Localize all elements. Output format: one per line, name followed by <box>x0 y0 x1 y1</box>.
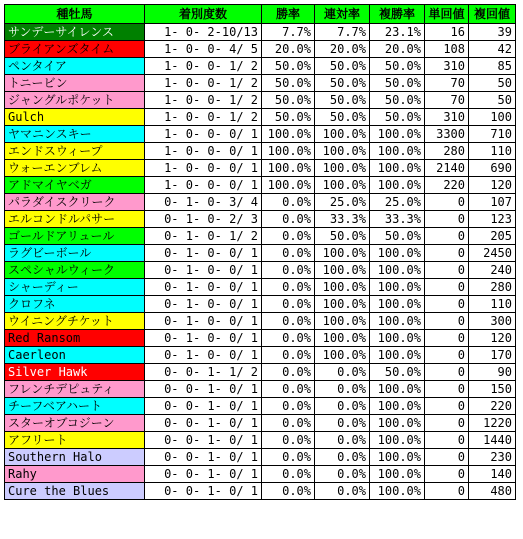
show-return-cell: 480 <box>469 483 516 500</box>
table-row <box>5 262 516 279</box>
quinella-rate-cell: 33.3% <box>315 211 370 228</box>
table-row <box>5 245 516 262</box>
sire-name-cell: エンドスウィープ <box>5 143 145 160</box>
win-rate-cell: 0.0% <box>262 381 315 398</box>
show-return-cell: 1220 <box>469 415 516 432</box>
quinella-rate-cell: 0.0% <box>315 449 370 466</box>
win-return-cell: 0 <box>425 279 469 296</box>
sire-name-cell: ラグビーボール <box>5 245 145 262</box>
sire-name-cell: ゴールドアリュール <box>5 228 145 245</box>
table-row <box>5 143 516 160</box>
win-rate-cell: 50.0% <box>262 58 315 75</box>
table-row <box>5 24 516 41</box>
record-cell: 0- 0- 1- 0/ 1 <box>145 415 262 432</box>
show-return-cell: 240 <box>469 262 516 279</box>
table-row <box>5 398 516 415</box>
record-cell: 0- 1- 0- 1/ 2 <box>145 228 262 245</box>
show-rate-cell: 50.0% <box>370 58 425 75</box>
table-row <box>5 211 516 228</box>
quinella-rate-cell: 0.0% <box>315 483 370 500</box>
quinella-rate-cell: 50.0% <box>315 228 370 245</box>
win-return-cell: 0 <box>425 296 469 313</box>
quinella-rate-cell: 100.0% <box>315 279 370 296</box>
record-cell: 0- 0- 1- 0/ 1 <box>145 398 262 415</box>
win-rate-cell: 0.0% <box>262 449 315 466</box>
show-rate-cell: 50.0% <box>370 364 425 381</box>
sire-name-cell: トニービン <box>5 75 145 92</box>
win-rate-cell: 50.0% <box>262 75 315 92</box>
win-rate-cell: 0.0% <box>262 415 315 432</box>
table-row <box>5 194 516 211</box>
table-row <box>5 347 516 364</box>
table-row <box>5 58 516 75</box>
quinella-rate-cell: 100.0% <box>315 296 370 313</box>
show-rate-cell: 50.0% <box>370 109 425 126</box>
win-return-cell: 0 <box>425 381 469 398</box>
win-return-cell: 2140 <box>425 160 469 177</box>
win-rate-cell: 7.7% <box>262 24 315 41</box>
win-rate-cell: 0.0% <box>262 364 315 381</box>
sire-name-cell: エルコンドルパサー <box>5 211 145 228</box>
win-rate-cell: 0.0% <box>262 330 315 347</box>
show-rate-cell: 100.0% <box>370 177 425 194</box>
quinella-rate-cell: 100.0% <box>315 126 370 143</box>
table-row <box>5 330 516 347</box>
win-rate-cell: 0.0% <box>262 347 315 364</box>
record-cell: 1- 0- 0- 1/ 2 <box>145 58 262 75</box>
show-return-cell: 280 <box>469 279 516 296</box>
win-rate-cell: 100.0% <box>262 126 315 143</box>
quinella-rate-cell: 100.0% <box>315 347 370 364</box>
show-return-cell: 150 <box>469 381 516 398</box>
record-cell: 0- 1- 0- 2/ 3 <box>145 211 262 228</box>
show-rate-cell: 100.0% <box>370 143 425 160</box>
record-cell: 0- 1- 0- 0/ 1 <box>145 347 262 364</box>
quinella-rate-cell: 0.0% <box>315 466 370 483</box>
record-cell: 1- 0- 0- 1/ 2 <box>145 92 262 109</box>
show-return-cell: 100 <box>469 109 516 126</box>
show-rate-cell: 100.0% <box>370 262 425 279</box>
sire-name-cell: フレンチデピュティ <box>5 381 145 398</box>
table-row <box>5 313 516 330</box>
show-return-cell: 110 <box>469 143 516 160</box>
sire-name-cell: クロフネ <box>5 296 145 313</box>
show-rate-cell: 100.0% <box>370 466 425 483</box>
table-row <box>5 466 516 483</box>
table-row <box>5 415 516 432</box>
win-return-cell: 0 <box>425 211 469 228</box>
show-return-cell: 50 <box>469 92 516 109</box>
record-cell: 0- 1- 0- 0/ 1 <box>145 245 262 262</box>
win-return-cell: 0 <box>425 483 469 500</box>
win-rate-cell: 0.0% <box>262 313 315 330</box>
show-return-cell: 690 <box>469 160 516 177</box>
sire-name-cell: アフリート <box>5 432 145 449</box>
win-rate-cell: 0.0% <box>262 296 315 313</box>
quinella-rate-cell: 100.0% <box>315 143 370 160</box>
record-cell: 0- 1- 0- 0/ 1 <box>145 262 262 279</box>
win-return-cell: 220 <box>425 177 469 194</box>
record-cell: 0- 1- 0- 0/ 1 <box>145 330 262 347</box>
header-win-rate: 勝率 <box>262 5 315 24</box>
table-row <box>5 296 516 313</box>
table-row <box>5 160 516 177</box>
show-rate-cell: 100.0% <box>370 330 425 347</box>
show-rate-cell: 100.0% <box>370 313 425 330</box>
table-row <box>5 279 516 296</box>
show-return-cell: 220 <box>469 398 516 415</box>
win-rate-cell: 0.0% <box>262 245 315 262</box>
win-rate-cell: 0.0% <box>262 211 315 228</box>
show-return-cell: 107 <box>469 194 516 211</box>
sire-stats-table <box>4 4 516 500</box>
show-rate-cell: 25.0% <box>370 194 425 211</box>
sire-name-cell: シャーディー <box>5 279 145 296</box>
quinella-rate-cell: 0.0% <box>315 381 370 398</box>
show-rate-cell: 100.0% <box>370 279 425 296</box>
win-return-cell: 0 <box>425 262 469 279</box>
win-rate-cell: 0.0% <box>262 466 315 483</box>
record-cell: 1- 0- 0- 4/ 5 <box>145 41 262 58</box>
show-rate-cell: 50.0% <box>370 75 425 92</box>
sire-name-cell: ヤマニンスキー <box>5 126 145 143</box>
table-row <box>5 75 516 92</box>
quinella-rate-cell: 0.0% <box>315 415 370 432</box>
table-row <box>5 109 516 126</box>
show-return-cell: 205 <box>469 228 516 245</box>
win-return-cell: 3300 <box>425 126 469 143</box>
win-return-cell: 0 <box>425 245 469 262</box>
header-sire: 種牡馬 <box>5 5 145 24</box>
show-rate-cell: 100.0% <box>370 245 425 262</box>
win-rate-cell: 0.0% <box>262 398 315 415</box>
record-cell: 1- 0- 0- 0/ 1 <box>145 177 262 194</box>
table-row <box>5 483 516 500</box>
record-cell: 0- 0- 1- 0/ 1 <box>145 466 262 483</box>
quinella-rate-cell: 25.0% <box>315 194 370 211</box>
record-cell: 0- 1- 0- 0/ 1 <box>145 296 262 313</box>
sire-name-cell: ペンタイア <box>5 58 145 75</box>
table-row <box>5 177 516 194</box>
show-return-cell: 710 <box>469 126 516 143</box>
table-row <box>5 364 516 381</box>
quinella-rate-cell: 20.0% <box>315 41 370 58</box>
table-row <box>5 228 516 245</box>
win-return-cell: 280 <box>425 143 469 160</box>
show-return-cell: 230 <box>469 449 516 466</box>
show-return-cell: 42 <box>469 41 516 58</box>
sire-name-cell: Cure the Blues <box>5 483 145 500</box>
quinella-rate-cell: 50.0% <box>315 58 370 75</box>
record-cell: 0- 1- 0- 0/ 1 <box>145 313 262 330</box>
record-cell: 1- 0- 0- 1/ 2 <box>145 109 262 126</box>
show-rate-cell: 100.0% <box>370 296 425 313</box>
table-row <box>5 41 516 58</box>
sire-name-cell: Gulch <box>5 109 145 126</box>
show-return-cell: 39 <box>469 24 516 41</box>
show-return-cell: 2450 <box>469 245 516 262</box>
record-cell: 0- 0- 1- 0/ 1 <box>145 483 262 500</box>
show-rate-cell: 100.0% <box>370 160 425 177</box>
win-return-cell: 0 <box>425 364 469 381</box>
sire-name-cell: チーフベアハート <box>5 398 145 415</box>
sire-name-cell: ジャングルポケット <box>5 92 145 109</box>
show-rate-cell: 100.0% <box>370 126 425 143</box>
sire-name-cell: Southern Halo <box>5 449 145 466</box>
quinella-rate-cell: 50.0% <box>315 92 370 109</box>
record-cell: 0- 0- 1- 0/ 1 <box>145 381 262 398</box>
table-row <box>5 449 516 466</box>
win-rate-cell: 100.0% <box>262 160 315 177</box>
show-rate-cell: 100.0% <box>370 432 425 449</box>
win-return-cell: 0 <box>425 449 469 466</box>
win-rate-cell: 0.0% <box>262 262 315 279</box>
show-return-cell: 140 <box>469 466 516 483</box>
quinella-rate-cell: 100.0% <box>315 245 370 262</box>
show-return-cell: 123 <box>469 211 516 228</box>
record-cell: 1- 0- 0- 0/ 1 <box>145 143 262 160</box>
win-return-cell: 0 <box>425 398 469 415</box>
show-return-cell: 85 <box>469 58 516 75</box>
quinella-rate-cell: 100.0% <box>315 330 370 347</box>
win-return-cell: 310 <box>425 109 469 126</box>
sire-name-cell: パラダイスクリーク <box>5 194 145 211</box>
win-rate-cell: 0.0% <box>262 483 315 500</box>
show-return-cell: 1440 <box>469 432 516 449</box>
record-cell: 1- 0- 0- 0/ 1 <box>145 160 262 177</box>
sire-name-cell: ブライアンズタイム <box>5 41 145 58</box>
win-rate-cell: 0.0% <box>262 279 315 296</box>
show-rate-cell: 23.1% <box>370 24 425 41</box>
record-cell: 1- 0- 0- 0/ 1 <box>145 126 262 143</box>
quinella-rate-cell: 0.0% <box>315 398 370 415</box>
win-return-cell: 70 <box>425 92 469 109</box>
quinella-rate-cell: 7.7% <box>315 24 370 41</box>
show-rate-cell: 100.0% <box>370 347 425 364</box>
win-return-cell: 0 <box>425 432 469 449</box>
win-return-cell: 108 <box>425 41 469 58</box>
sire-name-cell: サンデーサイレンス <box>5 24 145 41</box>
win-rate-cell: 0.0% <box>262 432 315 449</box>
quinella-rate-cell: 100.0% <box>315 160 370 177</box>
win-rate-cell: 100.0% <box>262 177 315 194</box>
show-rate-cell: 20.0% <box>370 41 425 58</box>
show-rate-cell: 50.0% <box>370 92 425 109</box>
quinella-rate-cell: 100.0% <box>315 262 370 279</box>
show-return-cell: 170 <box>469 347 516 364</box>
win-return-cell: 0 <box>425 347 469 364</box>
sire-name-cell: Red Ransom <box>5 330 145 347</box>
table-row <box>5 126 516 143</box>
table-row <box>5 432 516 449</box>
win-return-cell: 0 <box>425 330 469 347</box>
quinella-rate-cell: 100.0% <box>315 313 370 330</box>
header-record: 着別度数 <box>145 5 262 24</box>
sire-name-cell: Silver Hawk <box>5 364 145 381</box>
record-cell: 0- 0- 1- 1/ 2 <box>145 364 262 381</box>
win-return-cell: 16 <box>425 24 469 41</box>
show-return-cell: 50 <box>469 75 516 92</box>
record-cell: 0- 0- 1- 0/ 1 <box>145 449 262 466</box>
quinella-rate-cell: 50.0% <box>315 109 370 126</box>
quinella-rate-cell: 0.0% <box>315 432 370 449</box>
show-return-cell: 90 <box>469 364 516 381</box>
table-row <box>5 92 516 109</box>
win-return-cell: 0 <box>425 466 469 483</box>
show-return-cell: 300 <box>469 313 516 330</box>
win-rate-cell: 0.0% <box>262 194 315 211</box>
sire-name-cell: ウォーエンブレム <box>5 160 145 177</box>
header-show-return: 複回値 <box>469 5 516 24</box>
win-return-cell: 70 <box>425 75 469 92</box>
show-return-cell: 120 <box>469 330 516 347</box>
show-return-cell: 120 <box>469 177 516 194</box>
show-rate-cell: 50.0% <box>370 228 425 245</box>
win-return-cell: 0 <box>425 415 469 432</box>
table-row <box>5 381 516 398</box>
header-quinella-rate: 連対率 <box>315 5 370 24</box>
record-cell: 1- 0- 0- 1/ 2 <box>145 75 262 92</box>
win-rate-cell: 100.0% <box>262 143 315 160</box>
record-cell: 1- 0- 2-10/13 <box>145 24 262 41</box>
win-rate-cell: 20.0% <box>262 41 315 58</box>
sire-name-cell: スターオブコジーン <box>5 415 145 432</box>
header-show-rate: 複勝率 <box>370 5 425 24</box>
win-rate-cell: 0.0% <box>262 228 315 245</box>
show-return-cell: 110 <box>469 296 516 313</box>
header-win-return: 単回値 <box>425 5 469 24</box>
quinella-rate-cell: 100.0% <box>315 177 370 194</box>
win-return-cell: 0 <box>425 228 469 245</box>
show-rate-cell: 100.0% <box>370 449 425 466</box>
win-return-cell: 310 <box>425 58 469 75</box>
record-cell: 0- 0- 1- 0/ 1 <box>145 432 262 449</box>
sire-name-cell: スペシャルウィーク <box>5 262 145 279</box>
show-rate-cell: 100.0% <box>370 483 425 500</box>
record-cell: 0- 1- 0- 0/ 1 <box>145 279 262 296</box>
record-cell: 0- 1- 0- 3/ 4 <box>145 194 262 211</box>
win-rate-cell: 50.0% <box>262 109 315 126</box>
win-return-cell: 0 <box>425 194 469 211</box>
sire-name-cell: Caerleon <box>5 347 145 364</box>
win-return-cell: 0 <box>425 313 469 330</box>
show-rate-cell: 100.0% <box>370 398 425 415</box>
sire-name-cell: Rahy <box>5 466 145 483</box>
quinella-rate-cell: 0.0% <box>315 364 370 381</box>
show-rate-cell: 100.0% <box>370 415 425 432</box>
sire-name-cell: アドマイヤベガ <box>5 177 145 194</box>
quinella-rate-cell: 50.0% <box>315 75 370 92</box>
show-rate-cell: 100.0% <box>370 381 425 398</box>
show-rate-cell: 33.3% <box>370 211 425 228</box>
header-row <box>5 5 516 24</box>
sire-name-cell: ウイニングチケット <box>5 313 145 330</box>
win-rate-cell: 50.0% <box>262 92 315 109</box>
